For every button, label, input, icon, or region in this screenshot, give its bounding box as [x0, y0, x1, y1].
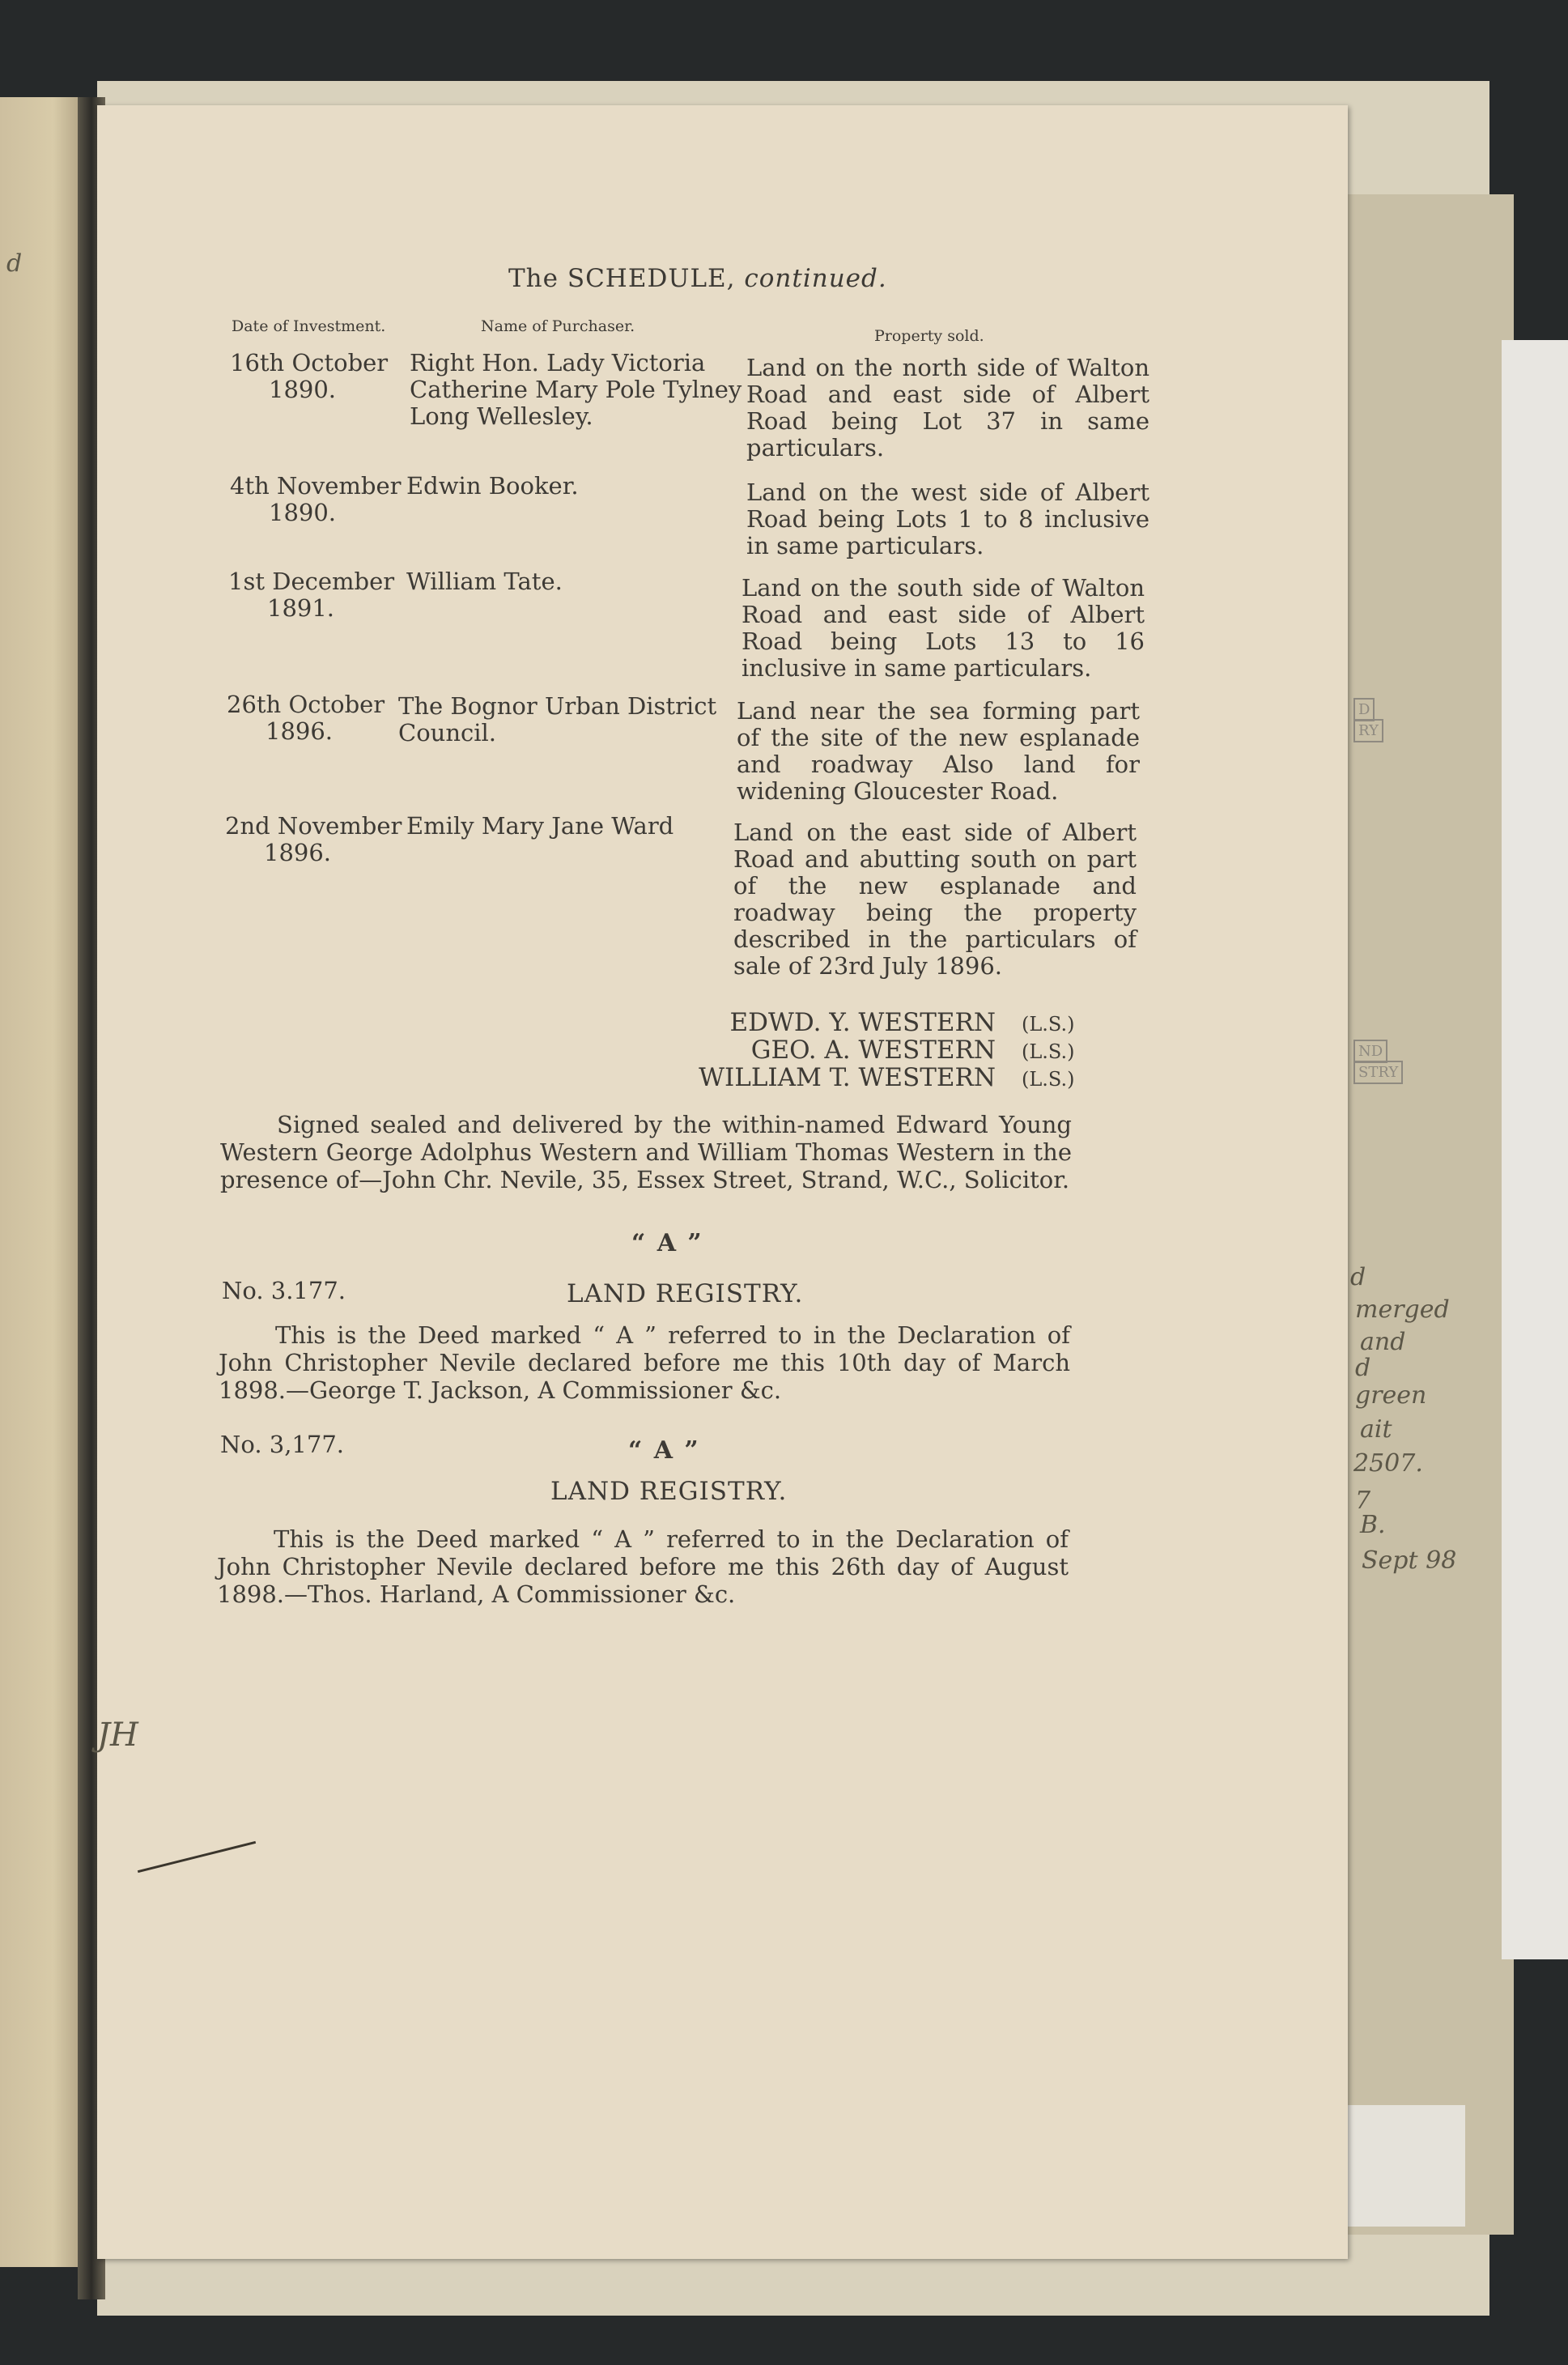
declaration-text: This is the Deed marked “ A ” referred to in the Declaration of John Christopher Nevile declared before me this 10th day of March 1898.—George T. Jackson, A Commissioner &c.: [219, 1321, 1070, 1404]
purchaser-cell: The Bognor Urban District Council.: [398, 692, 717, 747]
property-cell: Land on the west side of Albert Road being Lots 1 to 8 inclusive in same particulars.: [746, 479, 1149, 559]
underlying-sheets: [1344, 194, 1514, 2235]
registry-stamp: STRY: [1353, 1061, 1403, 1084]
registry-stamp: D: [1353, 698, 1375, 721]
property-cell: Land near the sea forming part of the site of the new esplanade and roadway Also land for widening Gloucester Road.: [737, 697, 1140, 805]
property-cell: Land on the north side of Walton Road and east side of Albert Road being Lot 37 in same particulars.: [746, 354, 1149, 462]
right-page-edge: [1502, 340, 1568, 1959]
date-cell: 2nd November 1896.: [225, 812, 402, 866]
column-header-purchaser: Name of Purchaser.: [481, 317, 635, 335]
date-cell: 26th October 1896.: [227, 691, 385, 745]
column-header-date: Date of Investment.: [232, 317, 386, 335]
registry-heading: LAND REGISTRY.: [550, 1477, 788, 1506]
left-page-edge: [0, 97, 89, 2267]
registry-stamp: RY: [1353, 719, 1383, 742]
purchaser-cell: Emily Mary Jane Ward: [406, 812, 674, 840]
deed-marker: “ A ”: [631, 1229, 703, 1257]
property-cell: Land on the south side of Walton Road and east side of Albert Road being Lots 13 to 16 inclusive in same particulars.: [742, 574, 1145, 682]
registry-number: No. 3.177.: [222, 1277, 346, 1304]
seal-mark: (L.S.): [1022, 1040, 1075, 1063]
purchaser-cell: Edwin Booker.: [406, 472, 579, 500]
registry-stamp: ND: [1353, 1040, 1387, 1063]
date-cell: 16th October 1890.: [230, 349, 389, 403]
purchaser-cell: Right Hon. Lady Victoria Catherine Mary Pole Tylney Long Wellesley.: [410, 349, 742, 430]
signatory-name: EDWD. Y. WESTERN: [729, 1008, 996, 1037]
attestation-clause: Signed sealed and delivered by the within-named Edward Young Western George Adolphus Western and William Thomas Western in the presence of—John Chr. Nevile, 35, Essex Street, Strand, W.C., Solicitor.: [220, 1111, 1072, 1193]
registry-number: No. 3,177.: [220, 1431, 345, 1458]
schedule-title: The SCHEDULE, continued.: [508, 264, 887, 293]
left-margin-note: d: [6, 249, 23, 278]
registry-heading: LAND REGISTRY.: [567, 1279, 804, 1308]
column-header-property: Property sold.: [874, 327, 984, 345]
property-cell: Land on the east side of Albert Road and abutting south on part of the new esplanade and roadway being the property described in the particulars of sale of 23rd July 1896.: [733, 819, 1137, 980]
signatory-name: GEO. A. WESTERN: [750, 1036, 996, 1065]
seal-mark: (L.S.): [1022, 1068, 1075, 1091]
deed-marker: “ A ”: [628, 1436, 700, 1465]
signatory-name: WILLIAM T. WESTERN: [699, 1063, 996, 1092]
purchaser-cell: William Tate.: [406, 568, 563, 595]
date-cell: 1st December 1891.: [228, 568, 395, 622]
declaration-text: This is the Deed marked “ A ” referred to in the Declaration of John Christopher Nevile declared before me this 26th day of August 1898.—Thos. Harland, A Commissioner &c.: [217, 1525, 1069, 1608]
seal-mark: (L.S.): [1022, 1013, 1075, 1036]
date-cell: 4th November 1890.: [230, 472, 402, 526]
